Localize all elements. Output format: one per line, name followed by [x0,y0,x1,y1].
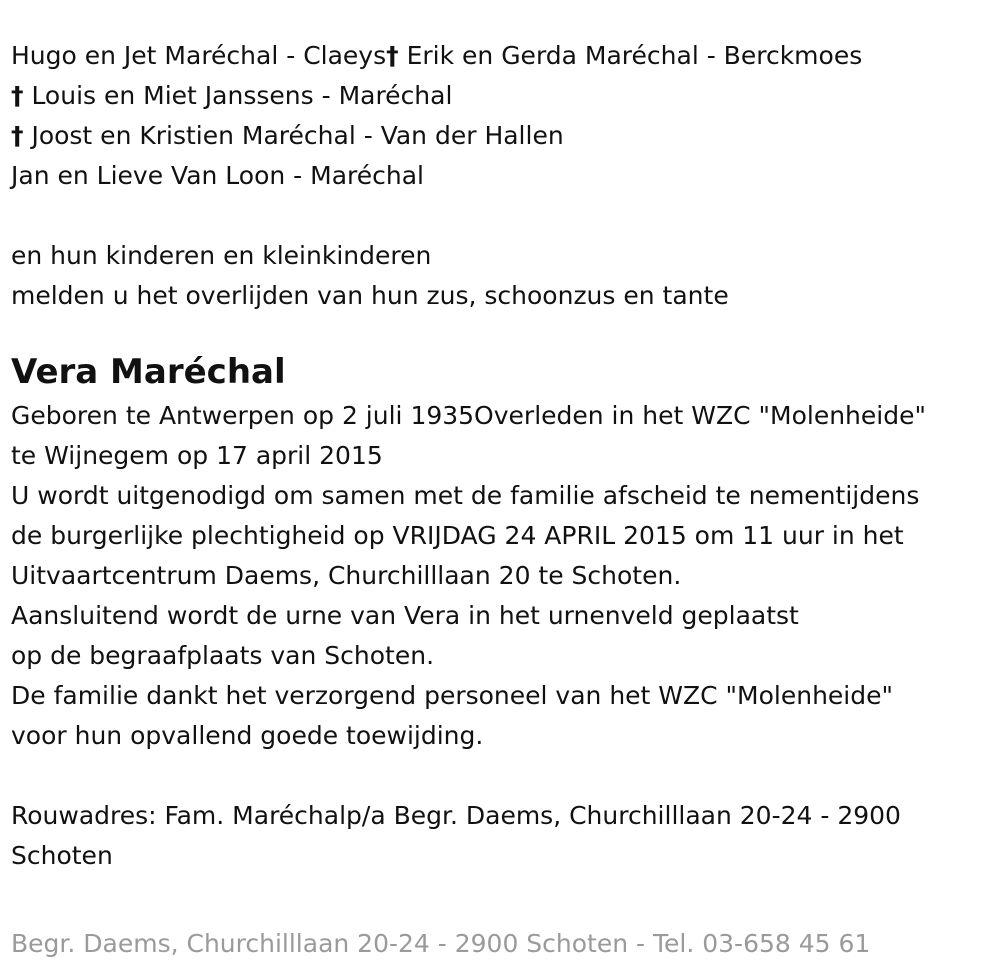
cross-icon: † [11,81,24,110]
family-line-3 [11,116,996,156]
family-line-1 [11,36,996,76]
details-line-6: Aansluitend wordt de urne van Vera in het urnenveld geplaatst [11,601,799,630]
details-line-9: voor hun opvallend goede toewijding. [11,721,484,750]
announcement-line-2: melden u het overlijden van hun zus, schoonzus en tante [11,281,729,310]
details-line-3: U wordt uitgenodigd om samen met de familie afscheid te nementijdens [11,481,920,510]
family-line-2-text: Louis en Miet Janssens - Maréchal [23,81,453,110]
deceased-name: Vera Maréchal [11,352,286,392]
family-line-1-text-a: Hugo en Jet Maréchal - Claeys [11,41,387,70]
family-line-3-text: Joost en Kristien Maréchal - Van der Hallen [23,121,564,150]
details-line-4: de burgerlijke plechtigheid op VRIJDAG 24 APRIL 2015 om 11 uur in het [11,521,904,550]
family-line-2 [11,76,996,116]
family-line-4: Jan en Lieve Van Loon - Maréchal [11,161,425,190]
spacer [11,196,996,236]
cross-icon: † [386,41,399,70]
spacer [11,756,996,796]
details-line-8: De familie dankt het verzorgend personeel van het WZC "Molenheide" [11,681,894,710]
details-line-5: Uitvaartcentrum Daems, Churchilllaan 20 te Schoten. [11,561,682,590]
funeral-home-footer: Begr. Daems, Churchilllaan 20-24 - 2900 Schoten - Tel. 03-658 45 61 [11,929,871,958]
obituary-notice [11,36,996,876]
details-line-1: Geboren te Antwerpen op 2 juli 1935Overleden in het WZC "Molenheide" [11,401,926,430]
address-line-1: Rouwadres: Fam. Maréchalp/a Begr. Daems, Churchilllaan 20-24 - 2900 [11,801,901,830]
address-line-2: Schoten [11,841,113,870]
details-line-7: op de begraafplaats van Schoten. [11,641,435,670]
family-line-1-text-b: Erik en Gerda Maréchal - Berckmoes [398,41,863,70]
announcement-line-1: en hun kinderen en kleinkinderen [11,241,432,270]
cross-icon: † [11,121,24,150]
details-line-2: te Wijnegem op 17 april 2015 [11,441,383,470]
